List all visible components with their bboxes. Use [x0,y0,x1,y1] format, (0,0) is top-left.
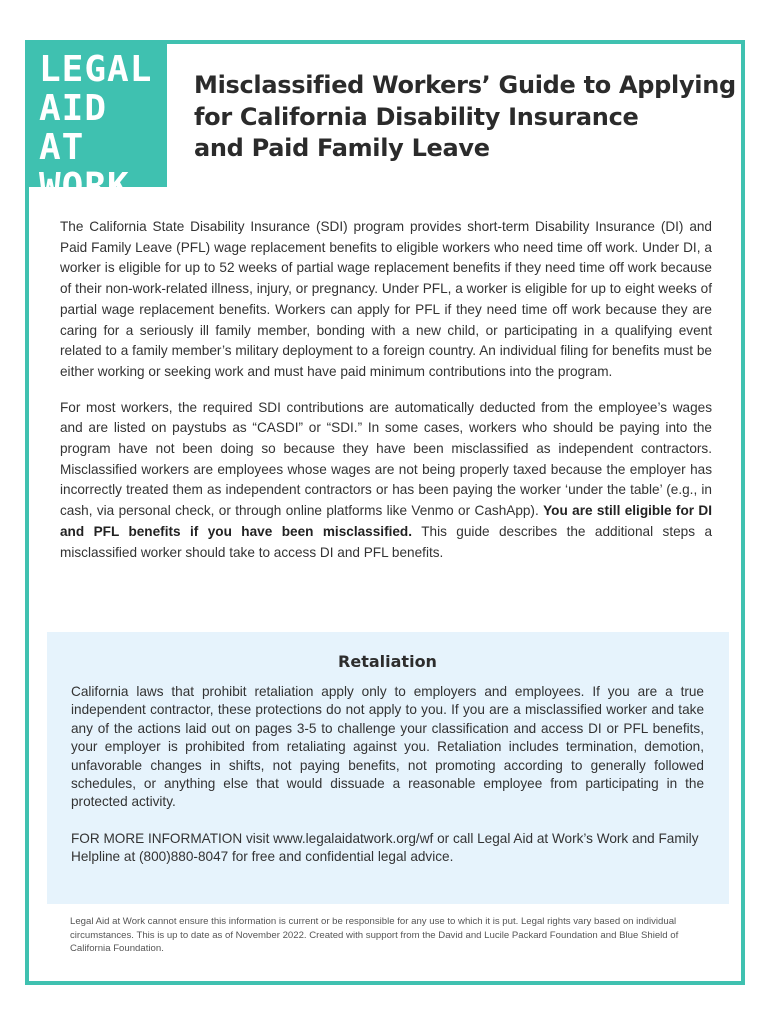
disclaimer: Legal Aid at Work cannot ensure this information is current or be responsible for any use to which it is put. Legal rights vary based on individual circumstances. This is up to date as of November 2022. Created with support from the David and Lucile Packard Foundation and Blue Shield of California Foundation. [70,916,679,955]
more-information: FOR MORE INFORMATION visit www.legalaidatwork.org/wf or call Legal Aid at Work’s Work and Family Helpline at (800)880-8047 for free and confidential legal advice. [71,830,699,865]
intro-paragraph-2 [60,398,712,564]
logo-line-1: LEGAL [39,49,153,90]
retaliation-body: California laws that prohibit retaliation apply only to employers and employees. If you are a true independent contractor, these protections do not apply to you. If you are a misclassified worker and take any of the actions laid out on pages 3-5 to challenge your classification and access DI or PFL benefits, your employer is prohibited from retaliating against you. Retaliation includes termination, demotion, unfavorable changes in shifts, not paying benefits, not promoting according to generally followed schedules, or anything else that would dissuade a reasonable employee from participating in the protected activity. [71,684,704,810]
intro-paragraph-2-end: This guide describes the additional steps a misclassified worker should take to access DI and PFL benefits. [60,523,713,560]
page-title [194,70,734,165]
retaliation-title: Retaliation [338,652,437,671]
retaliation-box [47,632,729,904]
eligibility-highlight: You are still eligible for DI and PFL benefits if you have been misclassified. [60,503,713,539]
logo-line-2: AID AT [39,88,108,168]
title-line-2: for California Disability Insurance [194,102,639,131]
logo-line-3: WORK [39,166,130,207]
intro-paragraph-2-start: For most workers, the required SDI contributions are automatically deducted from the employee’s wages and are listed on paystubs as “CASDI” or “SDI.” In some cases, workers who should be paying into the program have not been doing so because they have been misclassified as independent contractors. Misclassified workers are employees whose wages are not being properly taxed because the employer has incorrectly treated them as independent contractors or has been paying the worker ‘under the table’ (e.g., in cash, via personal check, or through online platforms like Venmo or CashApp). [60,399,712,519]
intro-section [60,217,712,578]
title-line-1: Misclassified Workers’ Guide to Applying [194,71,736,99]
legal-aid-at-work-logo [25,40,167,207]
title-line-3: and Paid Family Leave [194,134,490,162]
intro-paragraph-1: The California State Disability Insurance (SDI) program provides short-term Disability Insurance (DI) and Paid Family Leave (PFL) wage replacement benefits to eligible workers who need time off work. Under DI, a worker is eligible for up to 52 weeks of partial wage replacement benefits if they need time off work because of their non-work-related illness, injury, or pregnancy. Under PFL, a worker is eligible for up to eight weeks of partial wage replacement benefits. Workers can apply for PFL if they need time off work because they are caring for a seriously ill family member, bonding with a new child, or participating in a qualifying event related to a family member’s military deployment to a foreign country. An individual filing for benefits must be either working or seeking work and must have paid minimum contributions into the program. [60,219,712,379]
